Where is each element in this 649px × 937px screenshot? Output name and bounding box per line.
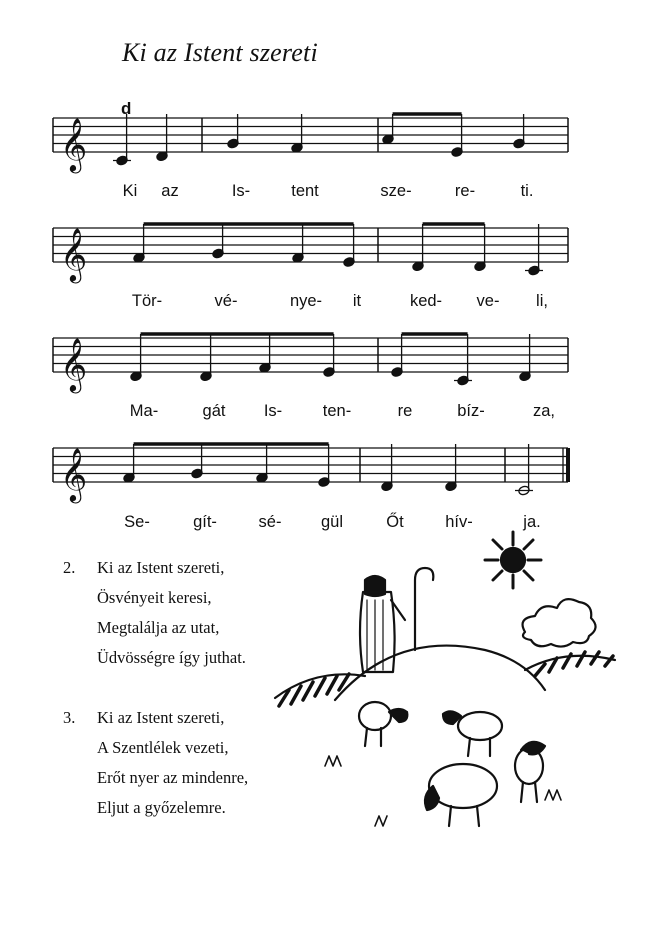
shepherd-illustration xyxy=(265,530,625,860)
lyric-syllable: gül xyxy=(320,513,344,531)
verse-line: Ösvényeit keresi, xyxy=(97,588,212,607)
treble-clef-icon: 𝄞 xyxy=(60,227,88,281)
lyric-syllable: sé- xyxy=(258,513,282,531)
lyric-syllable: Is- xyxy=(231,182,251,200)
sun-icon xyxy=(485,532,541,588)
treble-clef-icon: 𝄞 xyxy=(60,337,88,391)
lyric-syllable: ti. xyxy=(520,182,534,200)
verse-number: 3. xyxy=(63,708,76,727)
lyric-syllable: Ki xyxy=(122,182,138,200)
lyric-syllable: ten- xyxy=(322,402,352,420)
verse-line: Ki az Istent szereti, xyxy=(97,708,225,727)
lyric-syllable: re- xyxy=(454,182,476,200)
lyric-syllable: hív- xyxy=(445,513,473,531)
lyric-syllable: tent xyxy=(291,182,319,200)
verse-line: Eljut a győzelemre. xyxy=(97,798,226,817)
lyric-syllable: az xyxy=(161,182,179,200)
treble-clef-icon: 𝄞 xyxy=(60,447,88,501)
lyric-syllable: Se- xyxy=(124,513,150,531)
lyric-syllable: li, xyxy=(536,292,548,310)
lyric-syllable: re xyxy=(397,402,413,420)
lyric-syllable: za, xyxy=(532,402,556,420)
verse-line: Megtalálja az utat, xyxy=(97,618,220,637)
lyric-syllable: Ma- xyxy=(129,402,159,420)
shepherd-icon xyxy=(360,568,433,672)
lyric-syllable: ja. xyxy=(523,513,541,531)
lyric-syllable: gát xyxy=(202,402,226,420)
lyric-syllable: bíz- xyxy=(457,402,485,420)
verse-line: Erőt nyer az mindenre, xyxy=(97,768,249,787)
cloud-icon xyxy=(523,599,596,646)
treble-clef-icon: 𝄞 xyxy=(60,117,88,171)
song-title: Ki az Istent szereti xyxy=(122,38,318,67)
verse-line: A Szentlélek vezeti, xyxy=(97,738,229,757)
lyric-syllable: Is- xyxy=(263,402,283,420)
lyric-syllable: sze- xyxy=(380,182,412,200)
lyric-syllable: ked- xyxy=(409,292,443,310)
verse-number: 2. xyxy=(63,558,76,577)
verse-line: Üdvösségre így juthat. xyxy=(97,648,246,667)
lyric-syllable: gít- xyxy=(193,513,217,531)
verse-line: Ki az Istent szereti, xyxy=(97,558,225,577)
lyric-syllable: Tör- xyxy=(131,292,163,310)
lyric-syllable: vé- xyxy=(214,292,238,310)
hill-icon xyxy=(275,646,615,706)
lyric-syllable: nye- xyxy=(289,292,323,310)
key-letter: d xyxy=(121,99,132,118)
lyric-syllable: it xyxy=(352,292,362,310)
sheep-icon xyxy=(325,702,561,826)
lyric-syllable: ve- xyxy=(476,292,500,310)
lyric-syllable: Őt xyxy=(386,513,404,531)
